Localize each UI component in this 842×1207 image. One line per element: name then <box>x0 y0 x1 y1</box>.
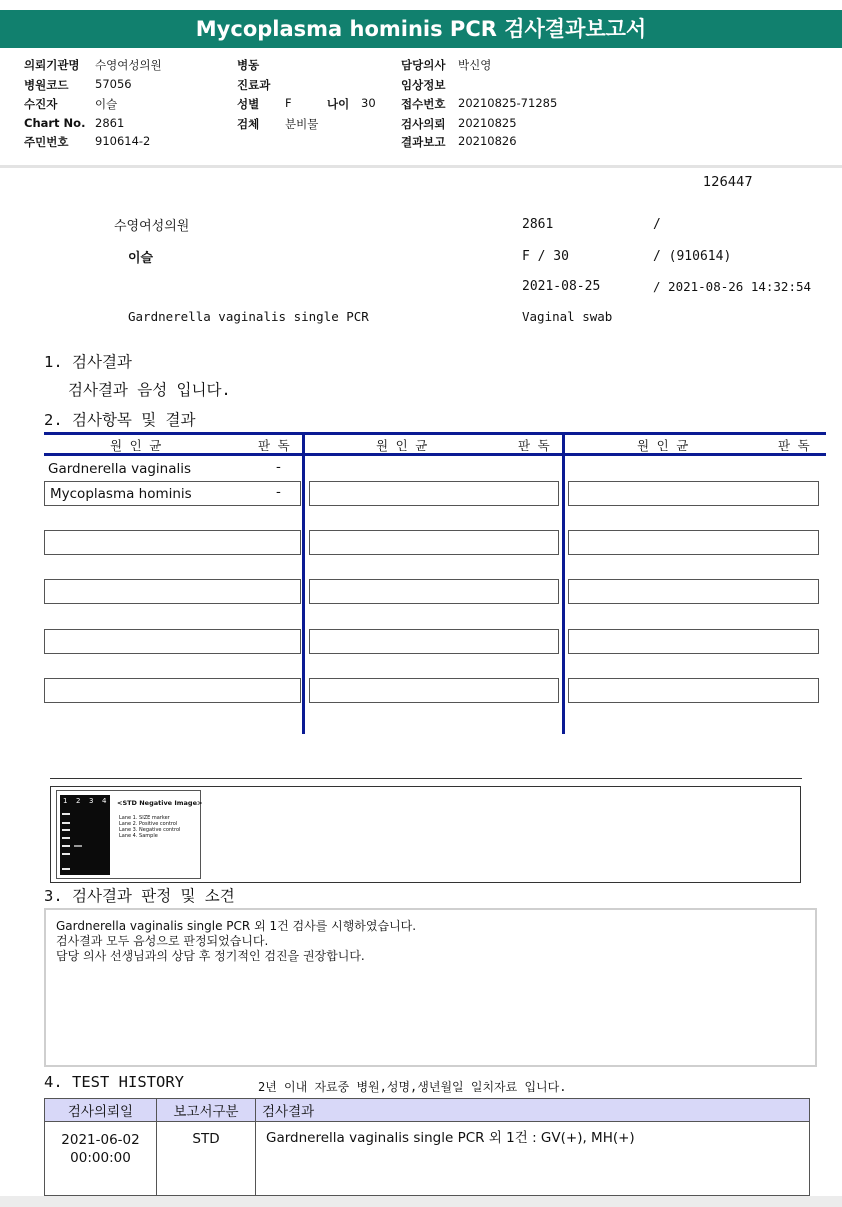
id-number: 126447 <box>703 175 753 190</box>
result-organism: Gardnerella vaginalis <box>48 461 192 477</box>
patient-label: 수진자 <box>24 97 58 111</box>
gel-photo <box>60 795 110 875</box>
history-date: 2021-06-02 <box>61 1132 140 1148</box>
result-cell <box>568 530 819 555</box>
result-cell <box>568 579 819 604</box>
request-label: 검사의뢰 <box>401 117 446 131</box>
history-row <box>45 1122 810 1196</box>
ward-label: 병동 <box>237 58 260 72</box>
gel-top-rule <box>50 778 802 779</box>
lane-number: 2 <box>76 797 81 805</box>
history-type: STD <box>192 1131 220 1147</box>
result-cell <box>309 579 559 604</box>
positive-band <box>74 845 82 847</box>
gel-legend: Lane 1. SIZE marker <box>119 815 170 821</box>
result-cell <box>309 481 559 506</box>
info-test-name: Gardnerella vaginalis single PCR <box>128 309 369 324</box>
age-label: 나이 <box>327 97 350 111</box>
chart-no-label: Chart No. <box>24 116 86 130</box>
info-slash: / <box>653 217 661 232</box>
result-text: 검사결과 음성 입니다. <box>68 381 231 399</box>
gel-legend: Lane 3. Negative control <box>119 827 181 833</box>
result-date-value: 20210826 <box>458 134 517 148</box>
specimen-value: 분비물 <box>285 117 319 131</box>
opinion-heading: 3. 검사결과 판정 및 소견 <box>44 887 235 905</box>
opinion-line: 담당 의사 선생님과의 상담 후 정기적인 검진을 권장합니다. <box>56 949 365 963</box>
doctor-value: 박신영 <box>458 58 492 72</box>
result-cell <box>309 530 559 555</box>
gel-legend: Lane 4. Sample <box>119 833 158 839</box>
col2-organism-header: 원 인 균 <box>376 438 428 453</box>
info-receipt-date: 2021-08-25 <box>522 279 601 294</box>
info-birth: / (910614) <box>653 249 732 264</box>
history-time: 00:00:00 <box>70 1150 131 1166</box>
history-col-type: 보고서구분 <box>157 1099 256 1122</box>
table-col-rule-2 <box>562 432 565 734</box>
result-organism: Mycoplasma hominis <box>50 486 192 502</box>
info-patient: 이슬 <box>128 251 154 266</box>
col3-judgement-header: 판 독 <box>778 438 810 453</box>
gel-legend: Lane 2. Positive control <box>119 821 178 827</box>
marker-band <box>62 822 70 824</box>
result-cell <box>309 678 559 703</box>
result-cell <box>44 481 301 506</box>
result-cell <box>568 481 819 506</box>
opinion-line: 검사결과 모두 음성으로 판정되었습니다. <box>56 934 269 948</box>
marker-band <box>62 837 70 839</box>
resident-no-label: 주민번호 <box>24 135 69 149</box>
result-cell <box>44 530 301 555</box>
marker-band <box>62 829 70 831</box>
header-divider <box>0 165 842 168</box>
info-specimen: Vaginal swab <box>522 309 613 324</box>
info-report-datetime: / 2021-08-26 14:32:54 <box>653 279 812 294</box>
institution-value: 수영여성의원 <box>95 58 162 72</box>
age-value: 30 <box>361 96 376 110</box>
receipt-label: 접수번호 <box>401 97 446 111</box>
footer-strip <box>0 1196 842 1207</box>
resident-no-value: 910614-2 <box>95 134 151 148</box>
history-result: Gardnerella vaginalis single PCR 외 1건 : GV(+), MH(+) <box>266 1130 635 1146</box>
result-cell <box>309 629 559 654</box>
history-result-cell <box>256 1122 810 1196</box>
history-col-date: 검사의뢰일 <box>45 1099 157 1122</box>
lane-number: 1 <box>63 797 68 805</box>
doctor-label: 담당의사 <box>401 58 446 72</box>
result-cell <box>44 678 301 703</box>
col2-judgement-header: 판 독 <box>518 438 550 453</box>
info-chart: 2861 <box>522 217 554 232</box>
table-header-rule <box>44 453 826 456</box>
table-col-rule-1 <box>302 432 305 734</box>
marker-band <box>62 813 70 815</box>
gel-image <box>56 790 201 879</box>
opinion-line: Gardnerella vaginalis single PCR 외 1건 검사를 시행하였습니다. <box>56 919 417 933</box>
col3-organism-header: 원 인 균 <box>637 438 689 453</box>
col1-organism-header: 원 인 균 <box>110 438 162 453</box>
history-date-cell <box>45 1122 157 1196</box>
dept-label: 진료과 <box>237 78 271 92</box>
table-top-rule <box>44 432 826 435</box>
result-value: - <box>276 484 281 500</box>
gel-title: <STD Negative Image> <box>117 799 203 807</box>
result-value: - <box>276 459 281 475</box>
result-heading: 1. 검사결과 <box>44 353 132 371</box>
hospital-code-label: 병원코드 <box>24 78 69 92</box>
marker-band <box>62 845 70 847</box>
request-value: 20210825 <box>458 116 517 130</box>
report-title: Mycoplasma hominis PCR 검사결과보고서 <box>0 10 842 48</box>
marker-band <box>62 853 70 855</box>
chart-no-value: 2861 <box>95 116 125 130</box>
history-col-result: 검사결과 <box>256 1099 810 1122</box>
institution-label: 의뢰기관명 <box>24 58 80 72</box>
specimen-label: 검체 <box>237 117 260 131</box>
result-cell <box>568 678 819 703</box>
history-type-cell <box>157 1122 256 1196</box>
result-cell <box>44 579 301 604</box>
receipt-value: 20210825-71285 <box>458 96 558 110</box>
patient-value: 이슬 <box>95 97 118 111</box>
history-note: 2년 이내 자료중 병원,성명,생년월일 일치자료 입니다. <box>258 1080 567 1094</box>
lane-number: 3 <box>89 797 94 805</box>
result-cell <box>568 629 819 654</box>
lane-number: 4 <box>102 797 107 805</box>
clinical-label: 임상정보 <box>401 78 446 92</box>
marker-band <box>62 868 70 870</box>
sex-value: F <box>285 96 292 110</box>
history-table <box>44 1098 810 1196</box>
info-institution: 수영여성의원 <box>114 219 190 234</box>
sex-label: 성별 <box>237 97 260 111</box>
hospital-code-value: 57056 <box>95 77 132 91</box>
info-sex-age: F / 30 <box>522 249 569 264</box>
history-heading: 4. TEST HISTORY <box>44 1073 184 1091</box>
items-heading: 2. 검사항목 및 결과 <box>44 411 196 429</box>
result-date-label: 결과보고 <box>401 135 446 149</box>
result-cell <box>44 629 301 654</box>
col1-judgement-header: 판 독 <box>258 438 290 453</box>
